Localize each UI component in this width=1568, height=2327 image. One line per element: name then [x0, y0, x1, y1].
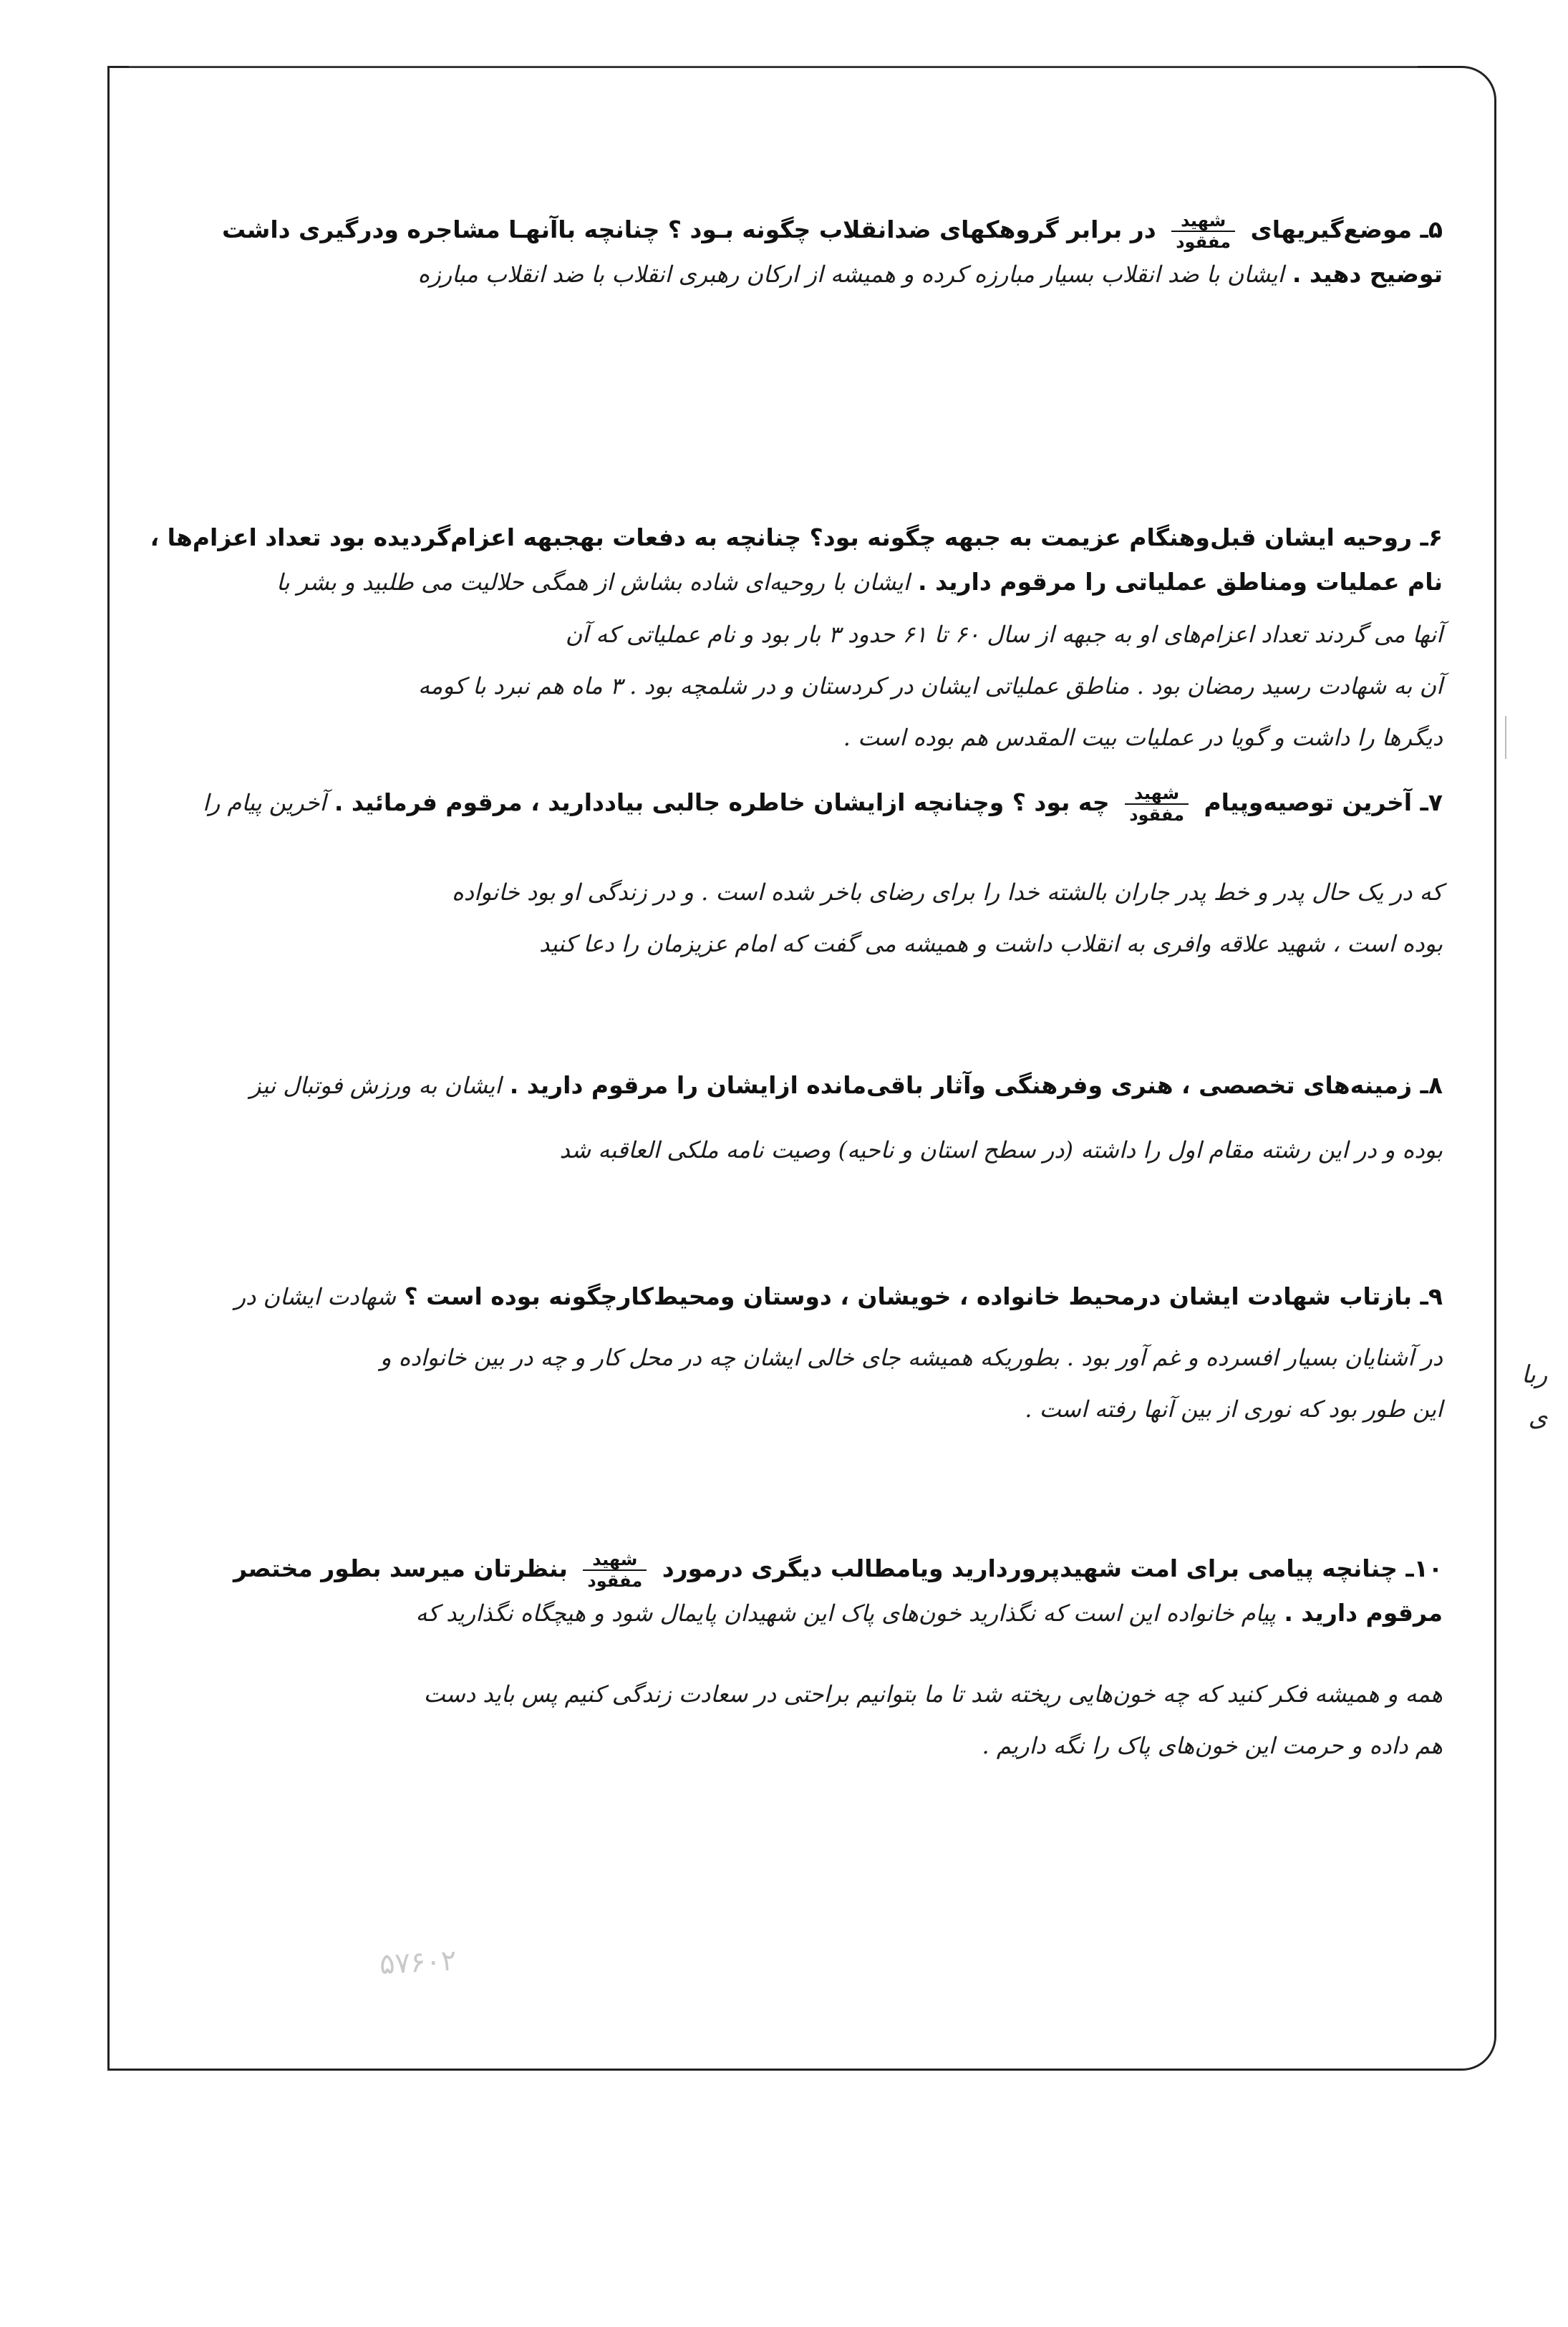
margin-mark	[1505, 716, 1506, 759]
margin-note-line-1: ربا	[1521, 1360, 1548, 1389]
question-5-text: در برابر گروهکهای ضدانقلاب چگونه بـود ؟ چنانچه باآنهـا مشاجره ودرگیری داشت	[221, 216, 1156, 243]
question-7-text: چه بود ؟ وچنانچه ازایشان خاطره جالبی بیاددارید ، مرقوم فرمائید .	[334, 788, 1110, 816]
question-10	[140, 1547, 1443, 1635]
fraction-bottom: مفقود	[1129, 804, 1184, 825]
question-7-line-1	[140, 780, 1443, 825]
answer-7-line-2: بوده است ، شهید علاقه وافری به انقلاب داشت و همیشه می گفت که امام عزیزمان را دعا کنید	[539, 930, 1443, 957]
question-10-line-1	[140, 1547, 1443, 1591]
answer-6-inline: ایشان با روحیه‌ای شاده بشاش از همگی حلالیت می طلبید و بشر با	[276, 569, 910, 596]
answer-6	[140, 609, 1443, 763]
question-6-instruction: نام عملیات ومناطق عملیاتی را مرقوم دارید .	[918, 568, 1443, 596]
top-rule	[129, 66, 1418, 67]
answer-7-inline: آخرین پیام را	[202, 789, 326, 816]
answer-9-line-1: در آشنایان بسیار افسرده و غم آور بود . بطوریکه همیشه جای خالی ایشان چه در محل کار و چه در بین خانواده و	[380, 1344, 1443, 1371]
answer-9-inline: شهادت ایشان در	[234, 1283, 396, 1310]
question-9-text: ۹ـ بازتاب شهادت ایشان درمحیط خانواده ، خویشان ، دوستان ومحیط‌کارچگونه بوده است ؟	[404, 1282, 1443, 1310]
question-10-text: بنظرتان میرسد بطور مختصر	[233, 1554, 568, 1582]
question-6	[140, 516, 1443, 604]
question-8-line-1	[140, 1063, 1443, 1108]
fraction-bottom: مفقود	[1176, 231, 1231, 252]
answer-8	[140, 1124, 1443, 1176]
question-8-text: ۸ـ زمینه‌های تخصصی ، هنری وفرهنگی وآثار باقی‌مانده ازایشان را مرقوم دارید .	[509, 1071, 1443, 1099]
answer-6-line-1: آنها می گردند تعداد اعزام‌های او به جبهه از سال ۶۰ تا ۶۱ حدود ۳ بار بود و نام عملیاتی که آن	[565, 621, 1443, 648]
fraction-top: شهید	[1125, 783, 1189, 805]
answer-7-line-1: که در یک حال پدر و خط پدر جاران بالشته خدا را برای رضای باخر شده است . و در زندگی او بود خانواده	[451, 879, 1443, 906]
question-7-prefix: ۷ـ آخرین توصیه‌وپیام	[1204, 788, 1443, 816]
martyr-missing-fraction	[1125, 783, 1189, 825]
fraction-top: شهید	[1171, 211, 1235, 232]
answer-7	[140, 866, 1443, 969]
question-5-instruction: توضیح دهید .	[1292, 260, 1443, 288]
question-10-line-2	[140, 1591, 1443, 1635]
answer-5: ایشان با ضد انقلاب بسیار مبارزه کرده و همیشه از ارکان رهبری انقلاب با ضد انقلاب مبارزه	[417, 261, 1284, 288]
fraction-bottom: مفقود	[587, 1570, 643, 1591]
answer-10	[140, 1668, 1443, 1771]
question-10-instruction: مرقوم دارید .	[1284, 1599, 1443, 1627]
question-9-line-1	[140, 1274, 1443, 1319]
question-5	[140, 208, 1443, 296]
answer-6-line-2: آن به شهادت رسید رمضان بود . مناطق عملیاتی ایشان در کردستان و در شلمچه بود . ۳ ماه هم نبرد با کومه	[417, 672, 1443, 700]
answer-8-inline: ایشان به ورزش فوتبال نیز	[249, 1072, 502, 1099]
question-6-line-2	[140, 560, 1443, 604]
answer-8-line-1: بوده و در این رشته مقام اول را داشته (در سطح استان و ناحیه) وصیت نامه ملکی العاقبه شد	[559, 1136, 1443, 1164]
martyr-missing-fraction	[1171, 211, 1235, 252]
martyr-missing-fraction	[583, 1549, 647, 1591]
question-6-line-1: ۶ـ روحیه ایشان قبل‌وهنگام عزیمت به جبهه چگونه بود؟ چنانچه به دفعات بهجبهه اعزام‌گردیده بود تعداد اعزام‌ها ،	[150, 523, 1443, 551]
fraction-top: شهید	[583, 1549, 647, 1571]
answer-6-line-3: دیگرها را داشت و گویا در عملیات بیت المقدس هم بوده است .	[843, 724, 1443, 751]
question-9	[140, 1274, 1443, 1319]
faded-stamp: ۵۷۶۰۲	[378, 1944, 458, 1981]
question-10-prefix: ۱۰ـ چنانچه پیامی برای امت شهیدپروردارید ویامطالب دیگری درمورد	[662, 1554, 1443, 1582]
question-5-line-2	[140, 252, 1443, 296]
margin-note-line-2: ی	[1528, 1403, 1548, 1432]
answer-10-inline: پیام خانواده این است که نگذارید خون‌های پاک این شهیدان پایمال شود و هیچگاه نگذارید که	[415, 1600, 1276, 1627]
question-5-prefix: ۵ـ موضع‌گیریهای	[1250, 216, 1443, 243]
answer-9-line-2: این طور بود که نوری از بین آنها رفته است .	[1025, 1395, 1443, 1423]
answer-10-line-1: همه و همیشه فکر کنید که چه خون‌هایی ریخته شد تا ما بتوانیم براحتی در سعادت زندگی کنیم پس باید دست	[423, 1680, 1443, 1708]
answer-10-line-2: هم داده و حرمت این خون‌های پاک را نگه داریم .	[982, 1732, 1443, 1759]
question-7	[140, 780, 1443, 825]
answer-9	[140, 1332, 1443, 1435]
margin-note	[1521, 1353, 1547, 1439]
question-5-line-1	[140, 208, 1443, 252]
question-8	[140, 1063, 1443, 1108]
